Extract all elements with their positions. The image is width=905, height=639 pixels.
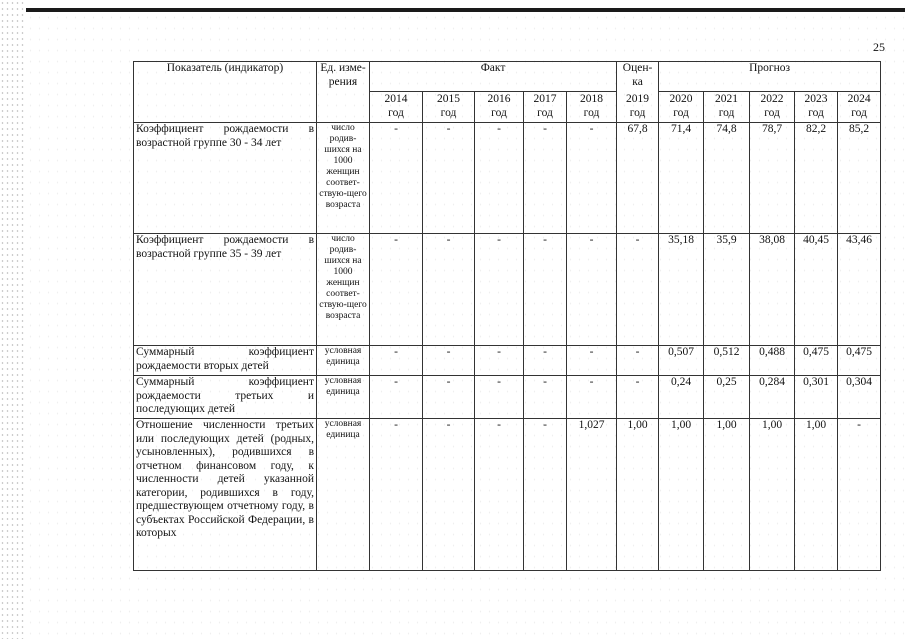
value-cell: - [370, 376, 423, 419]
value-cell: 0,475 [795, 346, 838, 376]
indicator-cell: Суммарный коэффициент рождаемости вторых детей [134, 346, 317, 376]
value-cell: 82,2 [795, 123, 838, 234]
header-year-2016 [475, 92, 524, 123]
year-number: 2018 [580, 93, 604, 105]
year-suffix: год [440, 107, 457, 119]
value-cell: 0,25 [704, 376, 750, 419]
value-cell: 74,8 [704, 123, 750, 234]
year-number: 2016 [487, 93, 511, 105]
header-year-2024 [838, 92, 881, 123]
value-cell: 35,18 [659, 234, 704, 346]
unit-cell: условная единица [317, 419, 370, 571]
value-cell: - [617, 234, 659, 346]
value-cell: 1,00 [659, 419, 704, 571]
year-number: 2015 [437, 93, 460, 105]
value-cell: 0,301 [795, 376, 838, 419]
header-year-2022 [750, 92, 795, 123]
table-body [134, 123, 881, 571]
value-cell: 43,46 [838, 234, 881, 346]
year-number: 2024 [847, 93, 871, 105]
year-number: 2014 [384, 93, 408, 105]
table-row [134, 376, 881, 419]
table-row [134, 123, 881, 234]
year-number: 2020 [669, 93, 693, 105]
year-number: 2021 [715, 93, 739, 105]
year-number: 2019 [626, 92, 650, 105]
year-number: 2022 [760, 93, 784, 105]
header-unit: Ед. изме-рения [317, 62, 370, 123]
year-suffix: год [629, 106, 646, 119]
table-row [134, 234, 881, 346]
year-suffix: год [808, 107, 824, 119]
header-year-2018 [567, 92, 617, 123]
value-cell: - [370, 346, 423, 376]
value-cell: 71,4 [659, 123, 704, 234]
header-year-2021 [704, 92, 750, 123]
header-year-2019 [617, 92, 659, 123]
value-cell: - [475, 123, 524, 234]
value-cell: - [370, 123, 423, 234]
value-cell: - [524, 376, 567, 419]
header-indicator: Показатель (индикатор) [134, 62, 317, 123]
value-cell: 0,304 [838, 376, 881, 419]
value-cell: 0,512 [704, 346, 750, 376]
unit-cell: число родив-шихся на 1000 женщин соответ-ствую-щего возраста [317, 123, 370, 234]
indicator-cell: Суммарный коэффициент рождаемости третьих и последующих детей [134, 376, 317, 419]
value-cell: 1,027 [567, 419, 617, 571]
year-suffix: год [583, 107, 600, 119]
page-number: 25 [873, 40, 885, 54]
year-number: 2017 [533, 93, 557, 105]
value-cell: 1,00 [795, 419, 838, 571]
header-year-2017 [524, 92, 567, 123]
value-cell: - [524, 346, 567, 376]
value-cell: 0,24 [659, 376, 704, 419]
value-cell: - [567, 123, 617, 234]
unit-cell: условная единица [317, 376, 370, 419]
table-row [134, 346, 881, 376]
header-fact: Факт [370, 62, 617, 92]
scan-top-edge [26, 8, 905, 12]
value-cell: - [524, 419, 567, 571]
value-cell: - [524, 123, 567, 234]
year-suffix: год [537, 107, 553, 119]
value-cell: - [617, 376, 659, 419]
year-suffix: год [673, 107, 689, 119]
value-cell: - [475, 376, 524, 419]
value-cell: - [567, 376, 617, 419]
value-cell: 1,00 [617, 419, 659, 571]
header-forecast: Прогноз [659, 62, 881, 92]
value-cell: - [423, 123, 475, 234]
value-cell: 78,7 [750, 123, 795, 234]
value-cell: 0,475 [838, 346, 881, 376]
header-year-2014 [370, 92, 423, 123]
value-cell: 0,488 [750, 346, 795, 376]
year-suffix: год [764, 107, 780, 119]
value-cell: 35,9 [704, 234, 750, 346]
value-cell: - [475, 419, 524, 571]
value-cell: 40,45 [795, 234, 838, 346]
unit-cell: условная единица [317, 346, 370, 376]
indicator-cell: Коэффициент рождаемости в возрастной группе 35 - 39 лет [134, 234, 317, 346]
value-cell: - [370, 419, 423, 571]
value-cell: 0,284 [750, 376, 795, 419]
value-cell: 1,00 [750, 419, 795, 571]
value-cell: 0,507 [659, 346, 704, 376]
header-year-2023 [795, 92, 838, 123]
unit-cell: число родив-шихся на 1000 женщин соответ-ствую-щего возраста [317, 234, 370, 346]
value-cell: - [370, 234, 423, 346]
year-suffix: год [388, 107, 404, 119]
value-cell: - [423, 419, 475, 571]
value-cell: - [423, 234, 475, 346]
value-cell: - [475, 346, 524, 376]
value-cell: - [617, 346, 659, 376]
value-cell: - [567, 234, 617, 346]
header-year-2015 [423, 92, 475, 123]
year-suffix: год [491, 107, 507, 119]
value-cell: - [567, 346, 617, 376]
year-number: 2023 [804, 93, 828, 105]
value-cell: 67,8 [617, 123, 659, 234]
scan-shadow-left [0, 0, 26, 639]
indicators-table [133, 61, 881, 571]
header-year-2020 [659, 92, 704, 123]
value-cell: - [524, 234, 567, 346]
year-suffix: год [851, 107, 867, 119]
indicator-cell: Отношение численности третьих или последующих детей (родных, усыновленных), родившихся в отчетном финансовом году, к численности детей указанной категории, родившихся в году, предшествующем отчетному году, в субъектах Российской Федерации, в которых [134, 419, 317, 571]
year-suffix: год [718, 107, 735, 119]
value-cell: 85,2 [838, 123, 881, 234]
value-cell: 1,00 [704, 419, 750, 571]
value-cell: - [838, 419, 881, 571]
indicator-cell: Коэффициент рождаемости в возрастной группе 30 - 34 лет [134, 123, 317, 234]
value-cell: 38,08 [750, 234, 795, 346]
value-cell: - [423, 346, 475, 376]
value-cell: - [423, 376, 475, 419]
header-estimate: Оцен-ка [617, 62, 659, 92]
value-cell: - [475, 234, 524, 346]
table-row [134, 419, 881, 571]
